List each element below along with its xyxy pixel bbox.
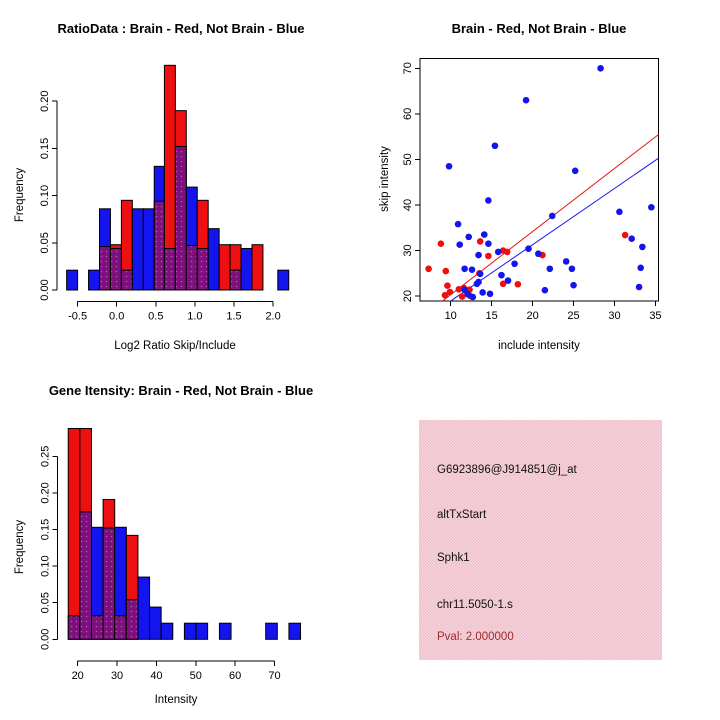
point-blue <box>474 280 481 287</box>
point-blue <box>487 291 494 298</box>
x-tick-label: 40 <box>150 670 163 682</box>
scatter-title: Brain - Red, Not Brain - Blue <box>451 21 627 36</box>
bar-purple <box>186 246 197 290</box>
point-blue <box>616 209 623 216</box>
y-tick-label: 0.05 <box>39 232 51 254</box>
point-blue <box>485 240 492 247</box>
point-red <box>444 282 451 289</box>
x-tick-label: 1.5 <box>226 310 242 323</box>
ratio-hist-title: RatioData : Brain - Red, Not Brain - Blue <box>57 21 305 36</box>
x-tick-label: 35 <box>649 310 662 322</box>
y-tick-label: 40 <box>402 198 414 212</box>
point-blue <box>639 244 646 251</box>
bar-purple <box>121 270 132 290</box>
point-red <box>447 289 454 296</box>
bar-blue <box>219 623 231 639</box>
histogram-bars <box>68 428 300 639</box>
bar-blue <box>241 248 252 290</box>
point-blue <box>461 265 468 272</box>
bar-blue <box>208 229 219 290</box>
bar-purple <box>126 600 138 640</box>
bar-red <box>219 245 230 290</box>
point-blue <box>597 65 604 72</box>
bar-blue <box>138 577 150 639</box>
x-tick-label: 0.0 <box>109 310 125 323</box>
ratio-hist-xlabel: Log2 Ratio Skip/Include <box>114 340 236 352</box>
point-blue <box>505 277 512 284</box>
y-tick-label: 0.15 <box>39 518 52 541</box>
point-red <box>515 281 522 288</box>
y-tick-label: 0.05 <box>39 591 52 614</box>
bar-purple <box>110 248 121 290</box>
bar-blue <box>278 270 289 290</box>
point-blue <box>570 282 577 289</box>
y-tick-label: 0.20 <box>39 90 51 112</box>
histogram-bars <box>67 65 289 290</box>
bar-purple <box>99 247 110 290</box>
x-tick-label: 50 <box>189 670 202 682</box>
bar-purple <box>103 528 115 639</box>
x-tick-label: 20 <box>71 670 84 682</box>
bar-blue <box>67 270 78 290</box>
point-blue <box>455 221 462 228</box>
point-blue <box>469 266 476 273</box>
point-blue <box>465 234 472 241</box>
gene-hist-ylabel: Frequency <box>14 519 26 575</box>
ratio-hist-ylabel: Frequency <box>14 167 26 223</box>
y-tick-label: 50 <box>402 153 414 166</box>
point-blue <box>495 249 502 256</box>
y-tick-label: 0.15 <box>39 137 51 160</box>
point-blue <box>475 252 482 259</box>
scatter-xlabel: include intensity <box>498 340 580 352</box>
point-blue <box>498 272 505 279</box>
gene-histogram-plot <box>0 360 360 720</box>
bar-red <box>68 428 80 639</box>
point-red <box>425 265 432 272</box>
scatter-points <box>425 65 654 300</box>
axes <box>415 58 658 306</box>
bar-purple <box>68 616 80 639</box>
x-tick-label: 30 <box>110 670 124 682</box>
point-blue <box>485 197 492 204</box>
info-panel <box>419 420 662 660</box>
x-tick-label: 2.0 <box>265 310 281 323</box>
point-blue <box>648 204 655 211</box>
point-blue <box>523 97 530 104</box>
point-blue <box>456 241 463 248</box>
point-blue <box>636 284 643 291</box>
bar-purple <box>91 616 103 639</box>
point-blue <box>542 287 549 294</box>
gene-info-line: chr11.5050-1.s <box>437 599 513 611</box>
bar-blue <box>161 623 173 639</box>
x-tick-label: 15 <box>485 310 498 322</box>
point-red <box>459 293 466 300</box>
y-tick-label: 0.00 <box>39 279 51 301</box>
point-red <box>504 249 511 256</box>
point-blue <box>525 245 532 252</box>
y-tick-label: 70 <box>402 62 414 75</box>
x-tick-label: -0.5 <box>68 310 88 323</box>
point-red <box>622 232 629 239</box>
point-blue <box>481 231 488 238</box>
x-tick-label: 70 <box>268 670 281 682</box>
point-blue <box>511 260 518 267</box>
point-blue <box>546 265 553 272</box>
bar-purple <box>80 512 92 639</box>
bar-purple <box>164 248 175 290</box>
point-blue <box>470 294 477 301</box>
y-tick-label: 0.20 <box>39 482 52 504</box>
point-red <box>442 268 449 275</box>
bar-purple <box>154 201 164 290</box>
y-tick-label: 0.10 <box>39 555 52 577</box>
gene-hist-xlabel: Intensity <box>154 694 198 706</box>
point-blue <box>446 163 453 170</box>
bar-purple <box>230 270 241 290</box>
bar-purple <box>197 248 208 290</box>
x-tick-label: 30 <box>608 310 621 322</box>
scatter-plot <box>360 0 720 360</box>
bar-purple <box>175 147 186 290</box>
x-tick-label: 20 <box>526 310 539 322</box>
gene-info-line: Sphk1 <box>437 552 470 564</box>
pval-text: Pval: 2.000000 <box>437 631 514 643</box>
point-blue <box>563 258 570 265</box>
scatter-ylabel: skip intensity <box>379 146 391 212</box>
point-blue <box>637 265 644 272</box>
point-blue <box>477 270 484 277</box>
point-blue <box>535 250 542 257</box>
point-red <box>477 238 484 245</box>
bar-blue <box>150 607 162 639</box>
bar-purple <box>115 616 127 639</box>
bar-blue <box>266 623 278 639</box>
point-blue <box>479 289 486 296</box>
point-blue <box>572 168 579 175</box>
y-tick-label: 30 <box>402 244 414 257</box>
ratio-histogram-plot <box>0 0 360 360</box>
x-tick-label: 1.0 <box>187 310 203 323</box>
x-tick-label: 0.5 <box>148 310 164 323</box>
bar-blue <box>143 209 154 290</box>
point-blue <box>492 142 499 149</box>
x-tick-label: 60 <box>229 670 242 682</box>
gene-hist-title: Gene Itensity: Brain - Red, Not Brain - Blue <box>48 383 314 398</box>
point-blue <box>628 235 635 242</box>
x-tick-label: 25 <box>567 310 580 322</box>
y-tick-label: 20 <box>402 289 414 303</box>
bar-blue <box>89 270 100 290</box>
bar-blue <box>184 623 196 639</box>
y-tick-label: 60 <box>402 107 414 120</box>
point-red <box>438 240 445 247</box>
y-tick-label: 0.10 <box>39 184 51 207</box>
point-blue <box>569 265 576 272</box>
bar-blue <box>196 623 208 639</box>
plot-box <box>420 58 658 301</box>
x-tick-label: 10 <box>444 310 457 322</box>
bar-blue <box>132 209 143 290</box>
bar-red <box>252 245 263 290</box>
gene-info-line: altTxStart <box>437 509 487 521</box>
y-tick-label: 0.00 <box>39 628 52 651</box>
bar-blue <box>289 623 301 639</box>
point-red <box>485 253 492 260</box>
y-tick-label: 0.25 <box>39 445 52 468</box>
point-blue <box>549 213 556 220</box>
gene-info-line: G6923896@J914851@j_at <box>437 464 577 476</box>
